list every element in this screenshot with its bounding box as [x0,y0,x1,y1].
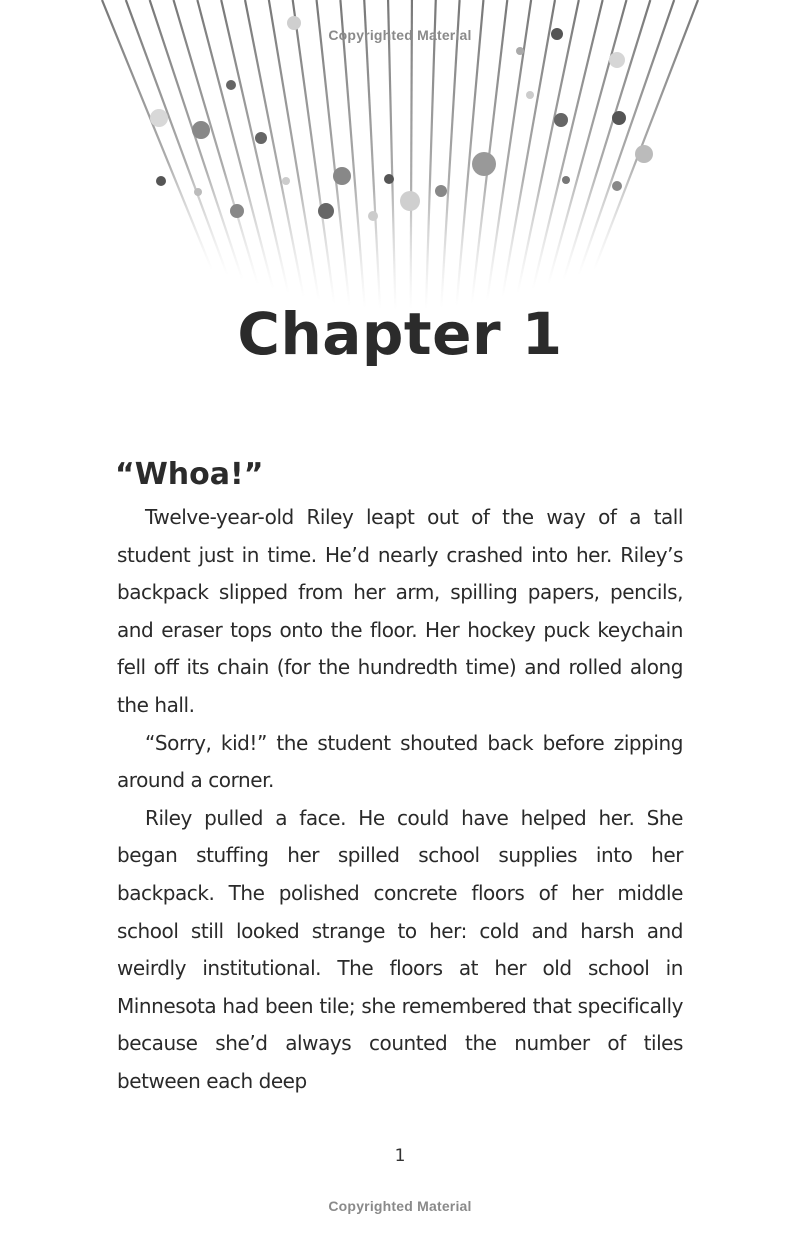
ray-line [197,0,273,289]
ray-dot [282,177,290,185]
ray-dot [150,109,168,127]
ray-dot [318,203,334,219]
ray-dot [194,188,202,196]
ray-dot [230,204,244,218]
paragraph: “Sorry, kid!” the student shouted back before zipping around a corner. [117,730,683,793]
ray-dot [472,152,496,176]
ray-dot [156,176,166,186]
ray-dot [435,185,447,197]
ray-dot [554,113,568,127]
ray-dot [612,181,622,191]
page-number: 1 [394,1146,406,1166]
ray-line [388,0,395,310]
ray-dot [192,121,210,139]
ray-dot [400,191,420,211]
ray-line [533,0,603,289]
paragraph: Riley pulled a face. He could have helped her. She began stuffing her spilled school supplies into her backpack. The polished concrete floors of her middle school still looked strange to her: cold and harsh and weirdly institutional. The floors at her old school in Minnesota had been tile; she remembered that specifically because she’d always counted the number of tiles between each deep [117,805,683,1093]
opening-line: “Whoa!” [115,457,264,492]
ray-line [269,0,319,301]
ray-dot [384,174,394,184]
ray-dot [333,167,351,185]
copyright-watermark-bottom: Copyrighted Material [328,1198,472,1214]
ray-line [472,0,508,304]
ray-line [426,0,436,309]
chapter-header-rays-illustration [0,0,800,330]
ray-dot [526,91,534,99]
ray-dot [226,80,236,90]
ray-dot [609,52,625,68]
ray-dot [635,145,653,163]
ray-line [441,0,459,308]
copyright-watermark-top: Copyrighted Material [328,27,472,43]
ray-dot [516,47,524,55]
paragraph: Twelve-year-old Riley leapt out of the way of a tall student just in time. He’d nearly crashed into her. Riley’s backpack slipped from her arm, spilling papers, pencils, and eraser tops onto the floor. Her hockey puck keychain fell off its chain (for the hundredth time) and rolled along the hall. [117,505,683,717]
ray-line [411,0,412,310]
chapter-body-text [117,499,683,1101]
ray-line [293,0,335,304]
ray-dot [368,211,378,221]
ray-dot [612,111,626,125]
ray-dot [255,132,267,144]
chapter-title: Chapter 1 [237,300,563,368]
ray-line [364,0,380,309]
ray-line [245,0,304,297]
ray-dot [562,176,570,184]
